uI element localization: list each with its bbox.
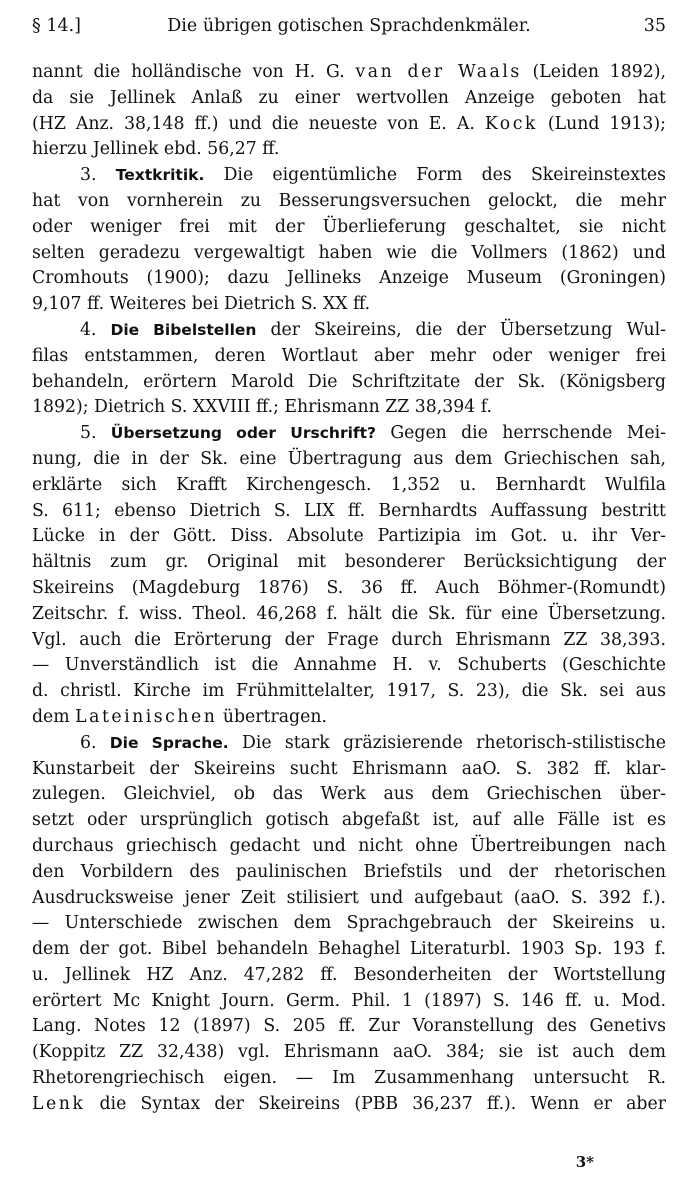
text-line [32,137,666,163]
page-body [32,60,666,1118]
line-text: Die stark gräzisierende rhetorisch-stilistische [241,732,666,753]
spaced-emphasis: Lenk [32,1093,86,1114]
text-line [32,989,666,1015]
text-line [32,1066,666,1092]
text-line [32,937,666,963]
spaced-emphasis: Lateinischen [75,706,218,727]
line-text: den Vorbildern des paulinischen Briefstils und der rhetorischen [32,861,666,882]
paragraph [32,421,666,731]
line-text: die Syntax der Skeireins (PBB 36,237 ff.). Wenn er aber [85,1093,666,1114]
line-text: Kunstarbeit der Skeireins sucht Ehrismann aaO. S. 382 ff. klar- [32,758,666,779]
line-text: übertragen. [217,706,327,727]
text-line [32,60,666,86]
line-text: Ausdrucksweise jener Zeit stilisiert und aufgebaut (aaO. S. 392 f.). [32,887,666,908]
section-number: 3. [80,165,97,186]
line-text: zulegen. Gleichviel, ob das Werk aus dem Griechischen über- [32,784,666,805]
line-text: d. christl. Kirche im Frühmittelalter, 1917, S. 23), die Sk. sei aus [32,681,666,702]
line-text: filas entstammen, deren Wortlaut aber mehr oder weniger frei [32,345,666,366]
line-text: da sie Jellinek Anlaß zu einer wertvollen Anzeige geboten hat [32,87,666,108]
text-line [32,653,666,679]
text-line [32,576,666,602]
line-text: (HZ Anz. 38,148 ff.) und die neueste von E. A. [32,113,485,134]
line-text: (Leiden 1892), [521,62,666,82]
text-line [32,1014,666,1040]
text-line [32,679,666,705]
line-text: (Koppitz ZZ 32,438) vgl. Ehrismann aaO. 384; sie ist auch dem [32,1042,666,1063]
text-line [32,886,666,912]
line-text: (Lund 1913); [537,113,666,134]
text-line [32,1040,666,1066]
text-line [32,731,666,757]
signature-mark: 3* [575,1153,594,1171]
text-line [32,370,666,396]
text-line [32,911,666,937]
line-text: nannt die holländische von H. G. [32,62,356,82]
text-line [32,602,666,628]
spaced-emphasis: van der Waals [355,62,522,82]
running-header [32,12,666,40]
line-text: hierzu Jellinek ebd. 56,27 ff. [32,139,280,160]
text-line [32,189,666,215]
line-text: durchaus griechisch gedacht und nicht ohne Übertreibungen nach [32,835,666,856]
line-text: oder weniger frei mit der Überlieferung geschaltet, sie nicht [32,216,666,237]
line-text: Zeitschr. f. wiss. Theol. 46,268 f. hält die Sk. für eine Übersetzung. [32,603,666,624]
section-number: 6. [80,732,97,753]
line-text: 9,107 ff. Weiteres bei Dietrich S. XX ff. [32,294,371,315]
line-text: S. 611; ebenso Dietrich S. LIX ff. Bernhardts Auffassung bestritt [32,500,666,521]
line-text: Gegen die herrschende Mei- [390,423,666,444]
spaced-emphasis: Kock [484,113,538,134]
line-text: erklärte sich Krafft Kirchengesch. 1,352 u. Bernhardt Wulfila [32,474,666,495]
text-line [32,447,666,473]
line-text: Cromhouts (1900); dazu Jellineks Anzeige Museum (Groningen) [32,268,666,289]
line-text: — Unterschiede zwischen dem Sprachgebrauch der Skeireins u. [32,913,666,934]
text-line [32,524,666,550]
line-text: Skeireins (Magdeburg 1876) S. 36 ff. Auch Böhmer-(Romundt) [32,577,666,598]
text-line [32,344,666,370]
section-heading: Textkritik. [115,166,205,185]
line-text: Vgl. auch die Erörterung der Frage durch Ehrismann ZZ 38,393. [32,629,666,650]
line-text: hältnis zum gr. Original mit besonderer Berücksichtigung der [32,552,666,573]
text-line [32,266,666,292]
line-text: Rhetorengriechisch eigen. — Im Zusammenhang untersucht R. [32,1068,666,1089]
text-line [32,860,666,886]
line-text: erörtert Mc Knight Journ. Germ. Phil. 1 (1897) S. 146 ff. u. Mod. [32,990,666,1011]
section-heading: Übersetzung oder Urschrift? [110,424,377,443]
text-line [32,963,666,989]
section-heading: Die Sprache. [109,733,229,752]
text-line [32,1092,666,1118]
text-line [32,215,666,241]
text-line [32,395,666,421]
text-line [32,782,666,808]
text-line [32,241,666,267]
line-text: Lücke in der Gött. Diss. Absolute Partizipia im Got. u. ihr Ver- [32,526,666,547]
text-line [32,834,666,860]
section-heading: Die Bibelstellen [110,320,257,339]
line-text: setzt oder ursprünglich gotisch abgefaßt ist, auf alle Fälle ist es [32,810,666,831]
text-line [32,421,666,447]
running-title: Die übrigen gotischen Sprachdenkmäler. [167,16,531,36]
text-line [32,757,666,783]
line-text: selten geradezu vergewaltigt haben wie die Vollmers (1862) und [32,242,666,263]
text-line [32,292,666,318]
section-marker: § 14.] [32,16,81,36]
paragraph [32,731,666,1118]
line-text: behandeln, erörtern Marold Die Schriftzitate der Sk. (Königsberg [32,371,666,392]
line-text: Die eigentümliche Form des Skeireinstextes [223,165,666,186]
paragraph [32,60,666,163]
line-text: 1892); Dietrich S. XXVIII ff.; Ehrismann ZZ 38,394 f. [32,397,493,418]
section-number: 4. [80,319,97,340]
line-text: nung, die in der Sk. eine Übertragung aus dem Griechischen sah, [32,448,666,469]
line-text: — Unverständlich ist die Annahme H. v. Schuberts (Geschichte [32,655,666,676]
text-line [32,808,666,834]
text-line [32,163,666,189]
page-number: 35 [643,16,666,36]
text-line [32,628,666,654]
text-line [32,499,666,525]
text-line [32,473,666,499]
line-text: hat von vornherein zu Besserungsversuchen gelockt, die mehr [32,190,666,211]
line-text: der Skeireins, die der Übersetzung Wul- [270,319,666,340]
line-text: dem [32,706,76,727]
line-text: u. Jellinek HZ Anz. 47,282 ff. Besonderheiten der Wortstellung [32,964,666,985]
text-line [32,318,666,344]
line-text: dem der got. Bibel behandeln Behaghel Literaturbl. 1903 Sp. 193 f. [32,939,666,960]
text-line [32,86,666,112]
text-line [32,112,666,138]
text-line [32,550,666,576]
paragraph [32,318,666,421]
line-text: Lang. Notes 12 (1897) S. 205 ff. Zur Voranstellung des Genetivs [32,1016,666,1037]
paragraph [32,163,666,318]
section-number: 5. [80,423,97,444]
text-line [32,705,666,731]
